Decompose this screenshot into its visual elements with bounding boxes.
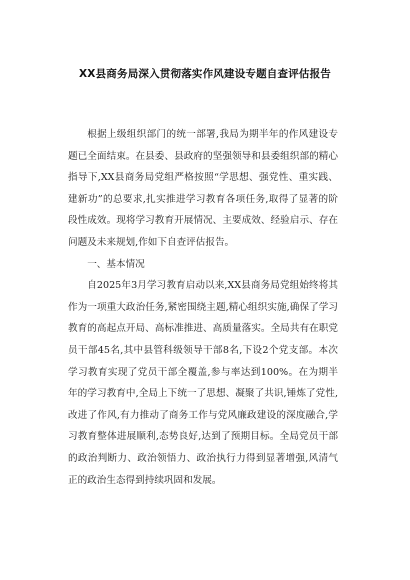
document-body	[68, 124, 338, 491]
intro-paragraph: 根据上级组织部门的统一部署,我局为期半年的作风建设专题已全面结束。在县委、县政府的坚强领导和县委组织部的精心指导下,XX县商务局党组严格按照“学思想、强党性、重实践、建新功”的总要求,扎实推进学习教育各项任务,取得了显著的阶段性成效。现将学习教育开展情况、主要成效、经验启示、存在问题及未来规划,作如下自查评估报告。	[68, 129, 338, 248]
basic-situation-paragraph: 自2025年3月学习教育启动以来,XX县商务局党组始终将其作为一项重大政治任务,紧密围绕主题,精心组织实施,确保了学习教育的高起点开局、高标准推进、高质量落实。全局共有在职党员干部45名,其中县管科级领导干部8名,下设2个党支部。本次学习教育实现了党员干部全覆盖,参与率达到100%。在为期半年的学习教育中,全局上下统一了思想、凝聚了共识,锤炼了党性,改进了作风,有力推动了商务工作与党风廉政建设的深度融合,学习教育整体进展顺利,态势良好,达到了预期目标。全局党员干部的政治判断力、政治领悟力、政治执行力得到显著增强,风清气正的政治生态得到持续巩固和发展。	[68, 280, 338, 486]
document-title: XX县商务局深入贯彻落实作风建设专题自查评估报告	[79, 68, 331, 80]
section-heading-basic-situation: 一、基本情况	[87, 258, 145, 270]
